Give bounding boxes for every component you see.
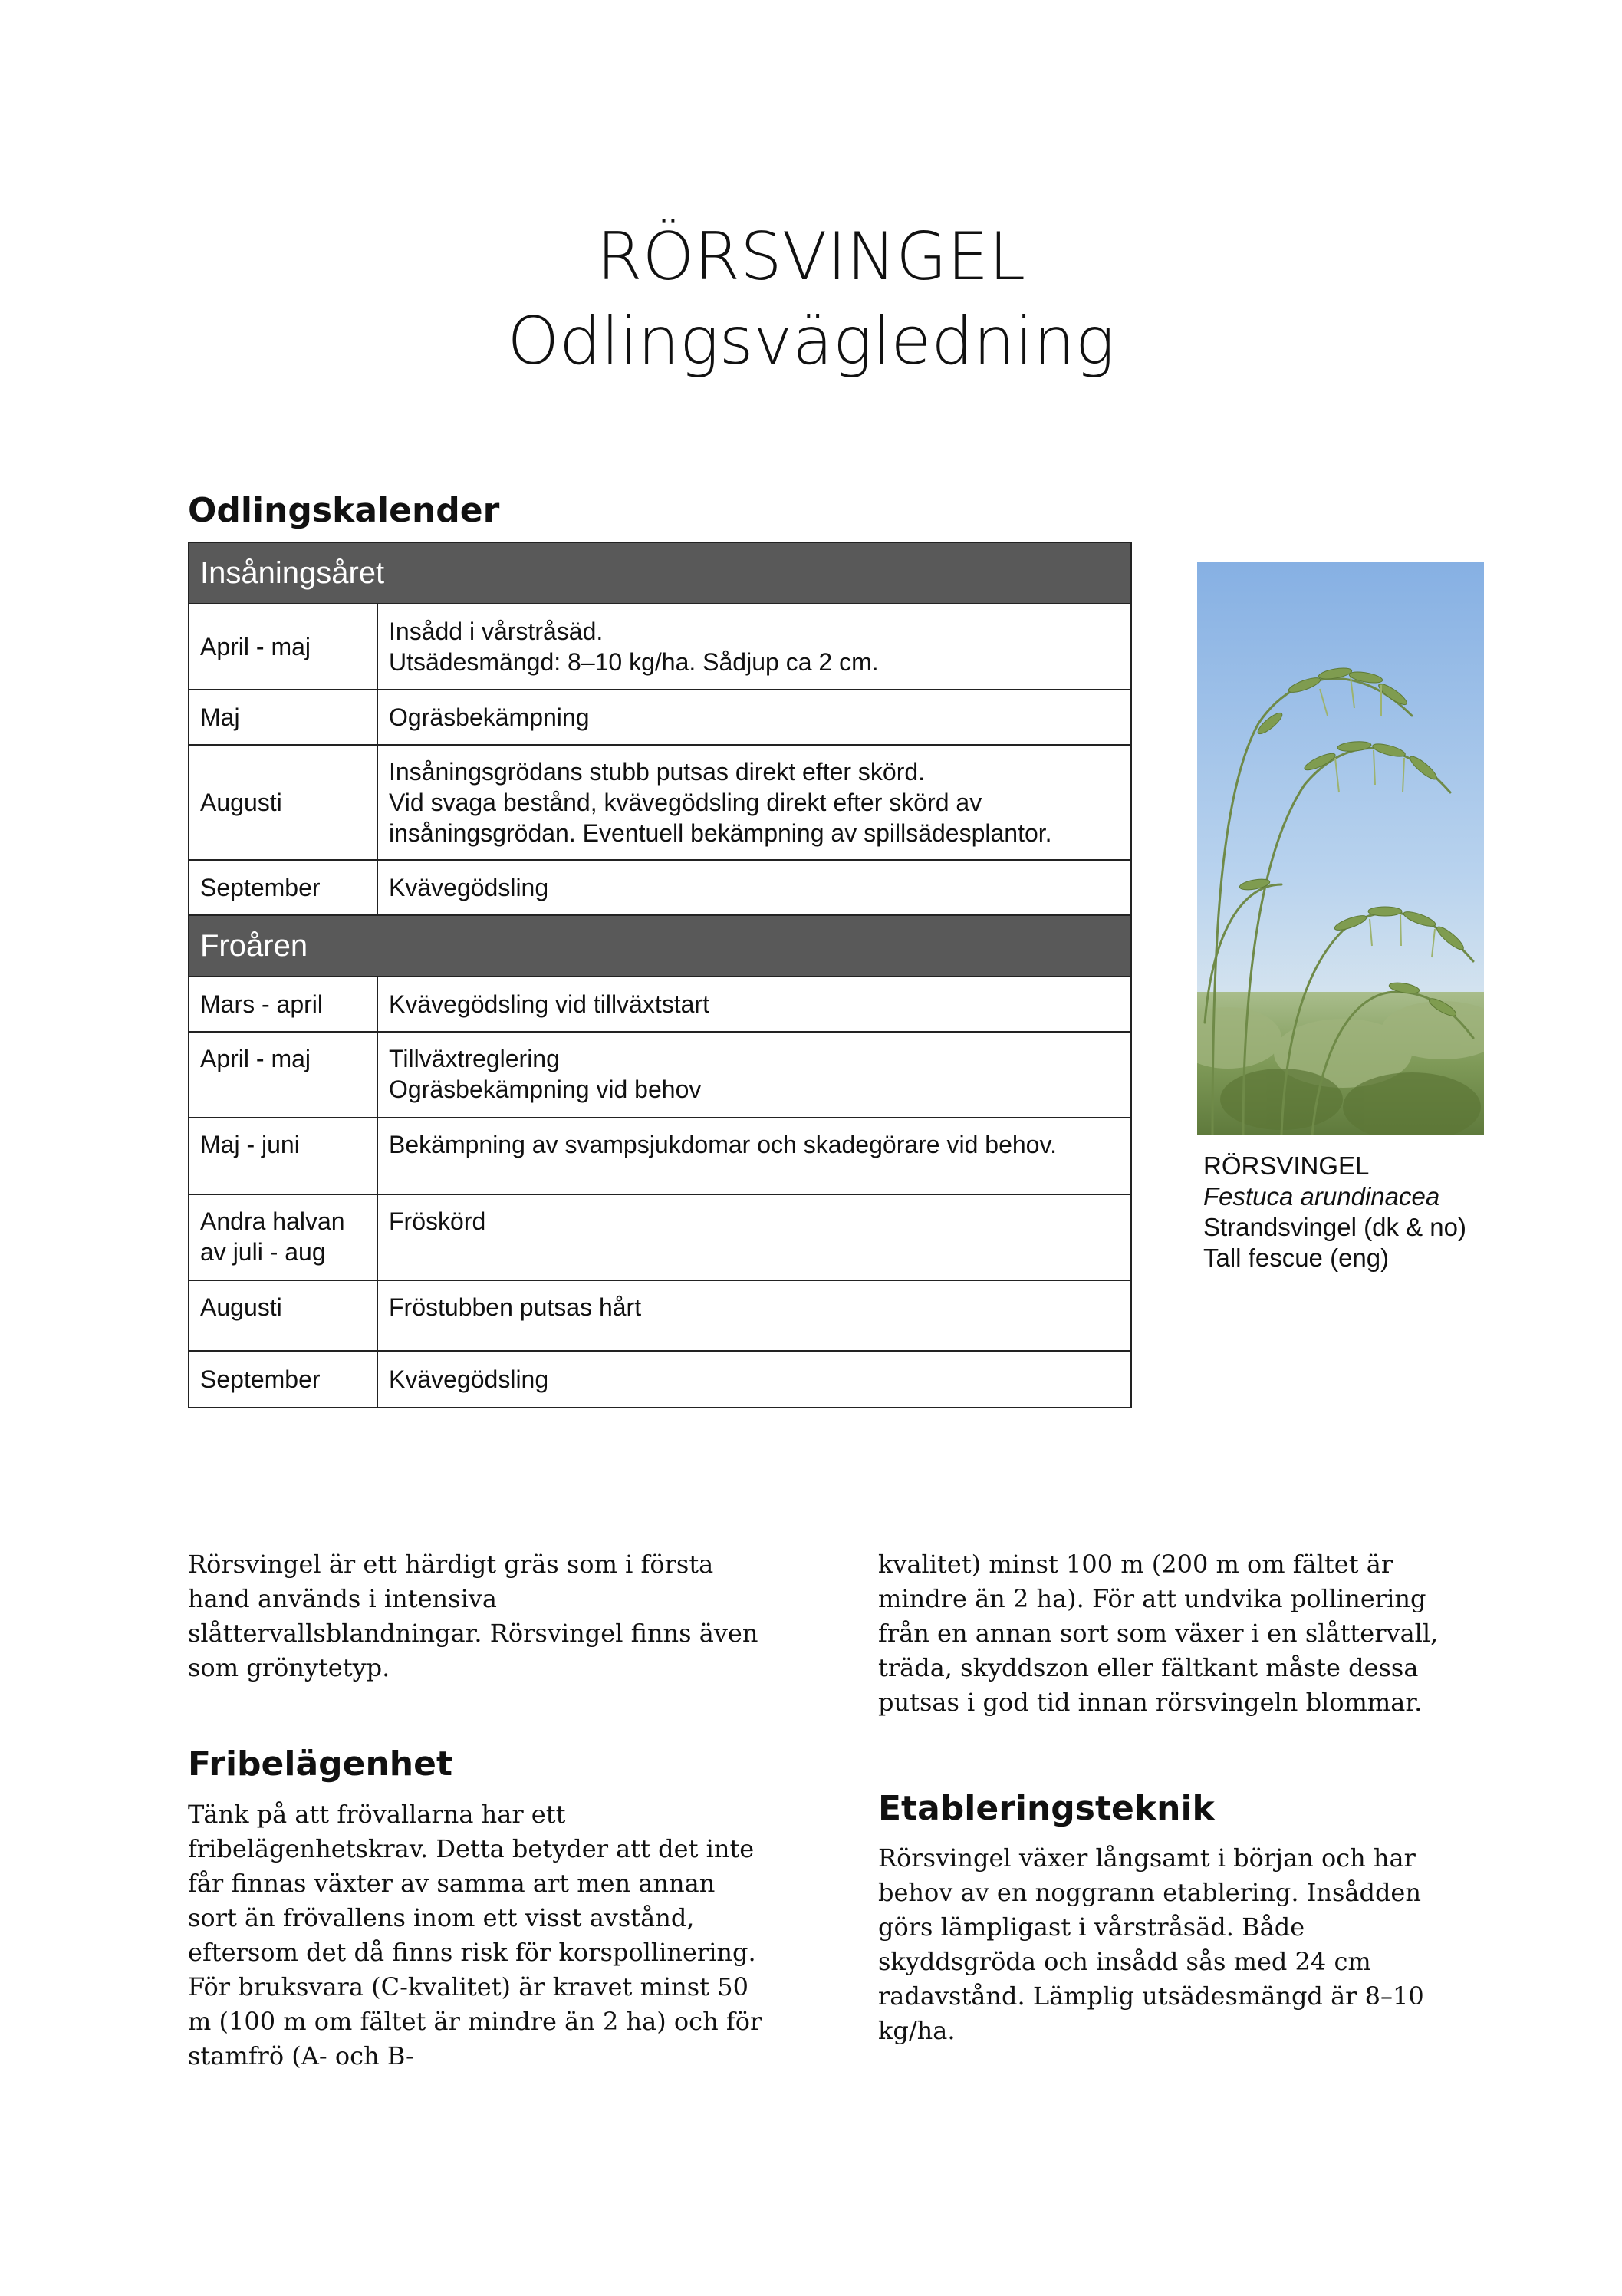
etablering-heading: Etableringsteknik	[878, 1789, 1215, 1828]
caption-english-name: Tall fescue (eng)	[1203, 1244, 1390, 1272]
activity-cell: Kvävegödsling vid tillväxtstart	[377, 977, 1131, 1032]
activity-cell: Fröskörd	[377, 1194, 1131, 1280]
table-row	[189, 690, 1131, 745]
activity-cell: Fröstubben putsas hårt	[377, 1280, 1131, 1351]
period-cell: September	[189, 860, 377, 915]
table-row	[189, 1118, 1131, 1194]
etablering-paragraph	[878, 1841, 1461, 2048]
period-cell: April - maj	[189, 604, 377, 690]
tall-fescue-photo	[1197, 562, 1484, 1135]
fribelagenhet-heading: Fribelägenhet	[188, 1744, 452, 1784]
activity-cell: Tillväxtreglering Ogräsbekämpning vid behov	[377, 1032, 1131, 1118]
activity-cell: Insådd i vårstråsäd. Utsädesmängd: 8–10 kg/ha. Sådjup ca 2 cm.	[377, 604, 1131, 690]
section-title: Insåningsåret	[189, 542, 1131, 604]
intro-text: Rörsvingel är ett härdigt gräs som i första hand används i intensiva slåttervallsblandningar. Rörsvingel finns även som grönytetyp.	[188, 1550, 758, 1682]
period-cell: Augusti	[189, 745, 377, 860]
period-cell: Maj	[189, 690, 377, 745]
caption-danish-norwegian-name: Strandsvingel (dk & no)	[1203, 1213, 1467, 1241]
table-row	[189, 1194, 1131, 1280]
fribelagenhet-heading-block	[188, 1741, 771, 1787]
activity-cell: Insåningsgrödans stubb putsas direkt efter skörd. Vid svaga bestånd, kvävegödsling direkt efter skörd av insåningsgrödan. Eventuell bekämpning av spillsädesplantor.	[377, 745, 1131, 860]
growing-calendar-table	[188, 542, 1132, 1408]
page-subtitle: Odlingsvägledning	[507, 303, 1115, 380]
fribelagenhet-continuation	[878, 1547, 1461, 1720]
etablering-text: Rörsvingel växer långsamt i början och har behov av en noggrann etablering. Insådden görs lämpligast i vårstråsäd. Både skyddsgröda och insådd sås med 24 cm radavstånd. Lämplig utsädesmängd är 8–10 kg/ha.	[878, 1843, 1424, 2045]
table-row	[189, 1032, 1131, 1118]
caption-latin-name: Festuca arundinacea	[1203, 1182, 1440, 1211]
activity-cell: Kvävegödsling	[377, 860, 1131, 915]
section-header-row	[189, 542, 1131, 604]
section-header-row	[189, 915, 1131, 977]
table-row	[189, 745, 1131, 860]
photo-caption	[1203, 1151, 1466, 1273]
table-row	[189, 860, 1131, 915]
period-cell: September	[189, 1351, 377, 1408]
period-cell: Maj - juni	[189, 1118, 377, 1194]
section-title: Froåren	[189, 915, 1131, 977]
table-row	[189, 1280, 1131, 1351]
etablering-heading-block	[878, 1786, 1461, 1832]
fribelagenhet-paragraph	[188, 1797, 771, 2074]
table-row	[189, 1351, 1131, 1408]
activity-cell: Bekämpning av svampsjukdomar och skadegörare vid behov.	[377, 1118, 1131, 1194]
period-cell: Augusti	[189, 1280, 377, 1351]
table-row	[189, 977, 1131, 1032]
fribelagenhet-continuation-text: kvalitet) minst 100 m (200 m om fältet är mindre än 2 ha). För att undvika pollinering från en annan sort som växer i en slåttervall, träda, skyddszon eller fältkant måste dessa putsas i god tid innan rörsvingeln blommar.	[878, 1550, 1439, 1717]
activity-cell: Kvävegödsling	[377, 1351, 1131, 1408]
table-row	[189, 604, 1131, 690]
period-cell: Andra halvan av juli - aug	[189, 1194, 377, 1280]
period-cell: April - maj	[189, 1032, 377, 1118]
calendar-heading: Odlingskalender	[188, 491, 500, 530]
activity-cell: Ogräsbekämpning	[377, 690, 1131, 745]
page-title: RÖRSVINGEL	[596, 219, 1026, 295]
period-cell: Mars - april	[189, 977, 377, 1032]
caption-common-name: RÖRSVINGEL	[1203, 1151, 1370, 1180]
fribelagenhet-text: Tänk på att frövallarna har ett fribelägenhetskrav. Detta betyder att det inte får finnas växter av samma art men annan sort än frövallens inom ett visst avstånd, eftersom det då finns risk för korspollinering. För bruksvara (C-kvalitet) är kravet minst 50 m (100 m om fältet är mindre än 2 ha) och för stamfrö (A- och B-	[188, 1800, 762, 2070]
intro-paragraph	[188, 1547, 771, 1685]
